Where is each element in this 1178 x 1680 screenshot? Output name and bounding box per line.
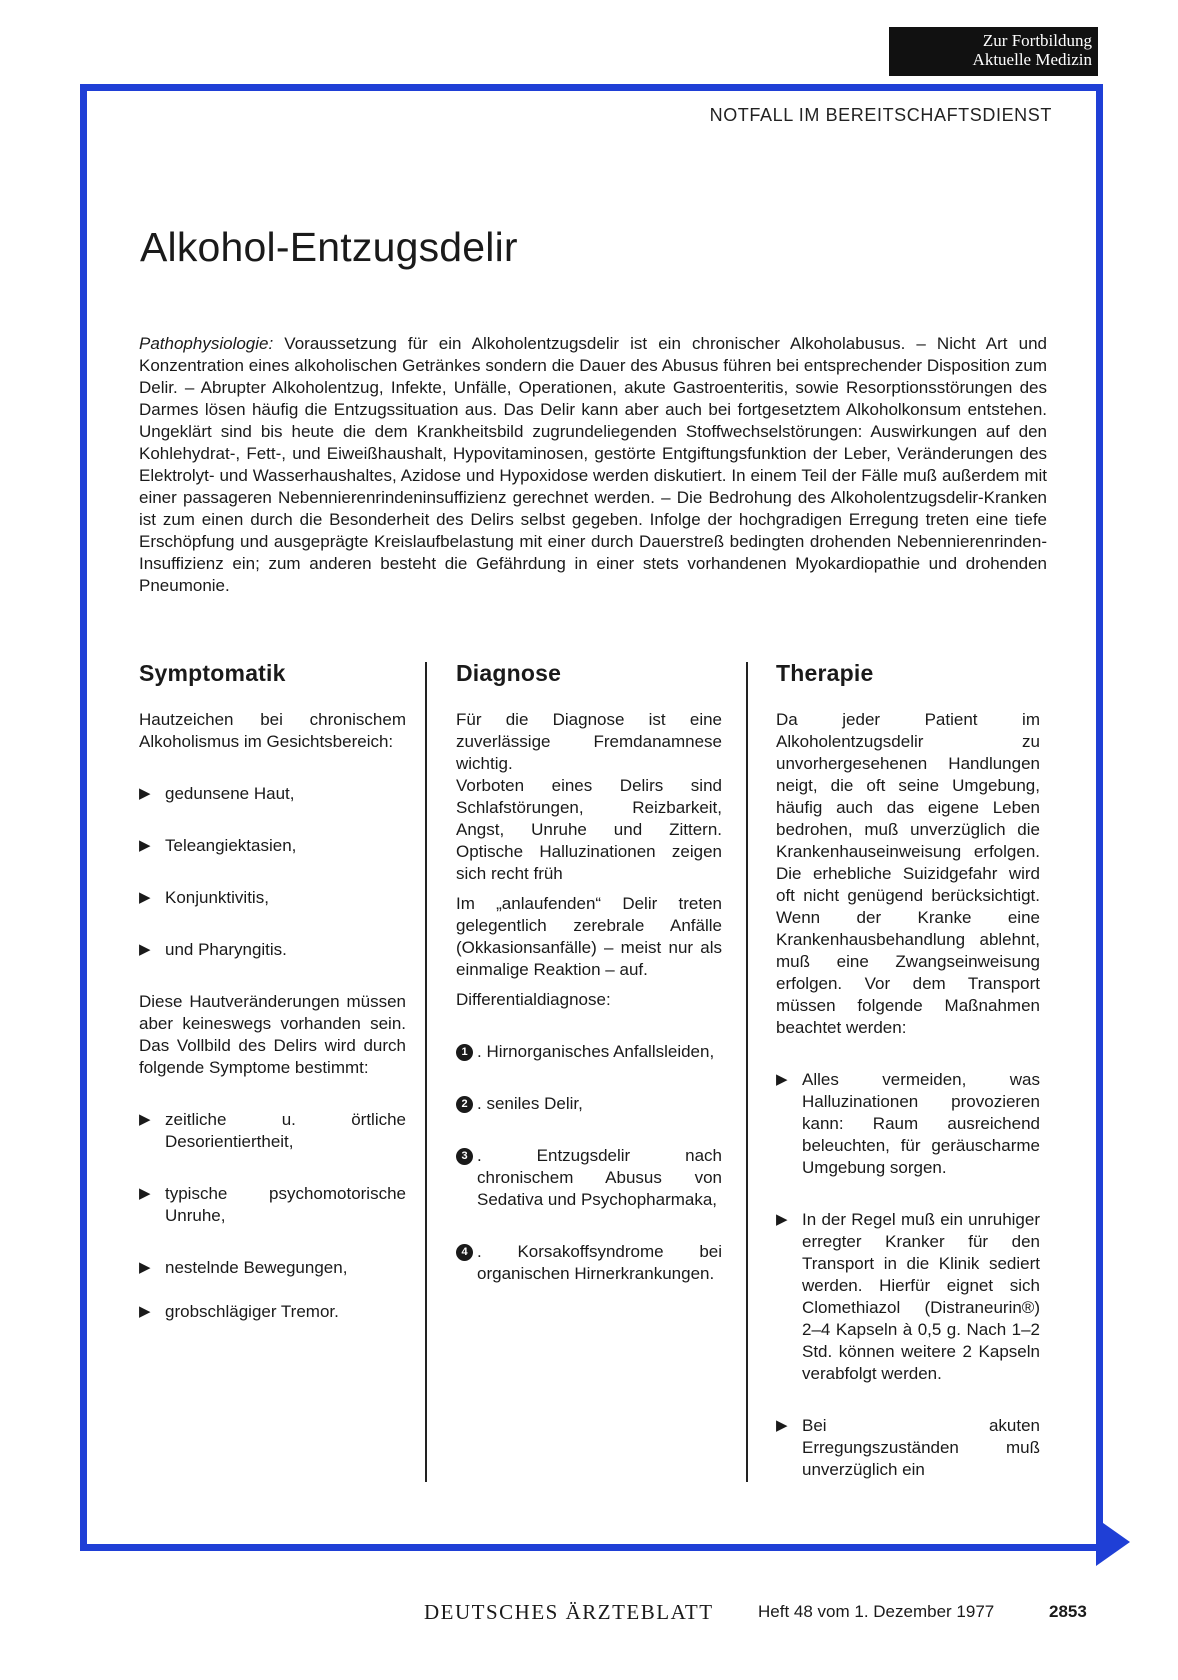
column-divider [425, 662, 427, 1482]
number-circle-icon: 4 [456, 1244, 473, 1261]
therapie-column [776, 660, 1040, 1481]
bullet-triangle-icon: ▶ [776, 1417, 788, 1434]
list-item: ▶ In der Regel muß ein unruhiger erregter Kranker für den Transport in die Klinik sediert werden. Hierfür eignet sich Clomethiazol (Distraneurin®) 2–4 Kapseln à 0,5 g. Nach 1–2 Std. können weitere 2 Kapseln verabfolgt werden. [776, 1210, 1040, 1383]
footer-issue: Heft 48 vom 1. Dezember 1977 [758, 1602, 995, 1621]
list-item: ▶ Bei akuten Erregungszuständen muß unverzüglich ein [776, 1416, 1040, 1479]
diagnose-column [456, 660, 722, 1285]
list-item: 2 . seniles Delir, [456, 1093, 722, 1115]
intro-paragraph [139, 333, 1047, 597]
list-item: ▶ nestelnde Bewegungen, [139, 1258, 348, 1277]
section-tag-line2: Aktuelle Medizin [972, 50, 1092, 69]
list-item: ▶ grobschlägiger Tremor. [139, 1302, 339, 1321]
footer-journal: DEUTSCHES ÄRZTEBLATT [424, 1600, 714, 1624]
page-footer [0, 1600, 1178, 1630]
symptomatik-lead: Hautzeichen bei chronischem Alkoholismus im Gesichtsbereich: [139, 710, 406, 751]
bullet-triangle-icon: ▶ [139, 837, 151, 854]
intro-text: Voraussetzung für ein Alkoholentzugsdelir ist ein chronischer Alkoholabusus. – Nicht Art und Konzentration eines alkoholischen Getränkes sondern die Dauer des Abusus führen bei entsprechender Disposition zum Delir. – Abrupter Alkoholentzug, Infekte, Unfälle, Operationen, akute Gastroenteritis, sowie Resorptionsstörungen des Darmes lösen häufig die Entzugssituation aus. Das Delir kann aber auch bei fortgesetztem Alkoholkonsum entstehen. Ungeklärt sind bis heute die dem Krankheitsbild zugrundeliegenden Stoffwechselstörungen: Auswirkungen auf den Kohlehydrat-, Fett-, und Eiweißhaushalt, Hypovitaminosen, gestörte Entgiftungsfunktion der Leber, Veränderungen des Elektrolyt- und Wasserhaushaltes, Azidose und Hypoxidose werden diskutiert. In einem Teil der Fälle muß außerdem mit einer passageren Nebennierenrindeninsuffizienz gerechnet werden. – Die Bedrohung des Alkoholentzugsdelir-Kranken ist zum einen durch die Besonderheit des Delirs selbst gegeben. Infolge der hochgradigen Erregung treten eine tiefe Erschöpfung und ausgeprägte Kreislaufbelastung mit einer durch Dauerstreß bedingten drohenden Nebennierenrinden-Insuffizienz ein; zum anderen besteht die Gefährdung in einer stets vorhandenen Myokardiopathie und drohenden Pneumonie. [139, 334, 1047, 595]
list-item: ▶ Alles vermeiden, was Halluzinationen provozieren kann: Raum ausreichend beleuchten, für geräuscharme Umgebung sorgen. [776, 1070, 1040, 1177]
list-item: ▶ Konjunktivitis, [139, 888, 269, 907]
bullet-triangle-icon: ▶ [139, 941, 151, 958]
list-item: ▶ typische psychomotorische Unruhe, [139, 1184, 406, 1225]
page-number: 2853 [1049, 1602, 1087, 1621]
continue-arrow-icon [1096, 1518, 1130, 1566]
diagnose-heading: Diagnose [456, 660, 562, 686]
number-circle-icon: 1 [456, 1044, 473, 1061]
bullet-triangle-icon: ▶ [139, 785, 151, 802]
list-item: 3 . Entzugsdelir nach chronischem Abusus von Sedativa und Psychopharmaka, [456, 1145, 722, 1211]
list-item: ▶ Teleangiektasien, [139, 836, 297, 855]
bullet-triangle-icon: ▶ [139, 1303, 151, 1320]
therapie-intro: Da jeder Patient im Alkoholentzugsdelir zu unvorhergesehenen Handlungen neigt, die oft seine Umgebung, häufig auch das eigene Leben bedrohen, muß unverzüglich die Krankenhauseinweisung erfolgen. Die erhebliche Suizidgefahr wird oft nicht genügend berücksichtigt. Wenn der Kranke eine Krankenhausbehandlung ablehnt, muß eine Zwangseinweisung erfolgen. Vor dem Transport müssen folgende Maßnahmen beachtet werden: [776, 710, 1040, 1037]
article-title: Alkohol-Entzugsdelir [140, 224, 518, 270]
symptomatik-middle: Diese Hautveränderungen müssen aber keineswegs vorhanden sein. Das Vollbild des Delirs wird durch folgende Symptome bestimmt: [139, 992, 406, 1077]
article-kicker: NOTFALL IM BEREITSCHAFTSDIENST [709, 105, 1052, 125]
bullet-triangle-icon: ▶ [776, 1211, 788, 1228]
section-tag [889, 27, 1098, 76]
symptomatik-heading: Symptomatik [139, 660, 286, 686]
number-circle-icon: 2 [456, 1096, 473, 1113]
symptomatik-column [139, 660, 406, 1323]
list-item: ▶ und Pharyngitis. [139, 940, 287, 959]
differential-label: Differentialdiagnose: [456, 990, 611, 1009]
diagnose-paragraph-2: Vorboten eines Delirs sind Schlafstörungen, Reizbarkeit, Angst, Unruhe und Zittern. Optische Halluzinationen zeigen sich recht früh [456, 776, 722, 883]
list-item: ▶ gedunsene Haut, [139, 784, 295, 803]
bullet-triangle-icon: ▶ [776, 1071, 788, 1088]
diagnose-paragraph-1: Für die Diagnose ist eine zuverlässige Fremdanamnese wichtig. [456, 710, 722, 773]
list-item: ▶ zeitliche u. örtliche Desorientiertheit, [139, 1110, 406, 1151]
bullet-triangle-icon: ▶ [139, 1259, 151, 1276]
section-tag-line1: Zur Fortbildung [982, 31, 1092, 50]
bullet-triangle-icon: ▶ [139, 1185, 151, 1202]
column-divider [746, 662, 748, 1482]
bullet-triangle-icon: ▶ [139, 889, 151, 906]
bullet-triangle-icon: ▶ [139, 1111, 151, 1128]
list-item: 1 . Hirnorganisches Anfallsleiden, [456, 1041, 722, 1063]
list-item: 4 . Korsakoffsyndrome bei organischen Hirnerkrankungen. [456, 1241, 722, 1285]
intro-label: Pathophysiologie: [139, 334, 274, 353]
diagnose-paragraph-3: Im „anlaufenden“ Delir treten gelegentlich zerebrale Anfälle (Okkasionsanfälle) – meist nur als einmalige Reaktion – auf. [456, 894, 722, 979]
therapie-heading: Therapie [776, 660, 874, 686]
number-circle-icon: 3 [456, 1148, 473, 1165]
